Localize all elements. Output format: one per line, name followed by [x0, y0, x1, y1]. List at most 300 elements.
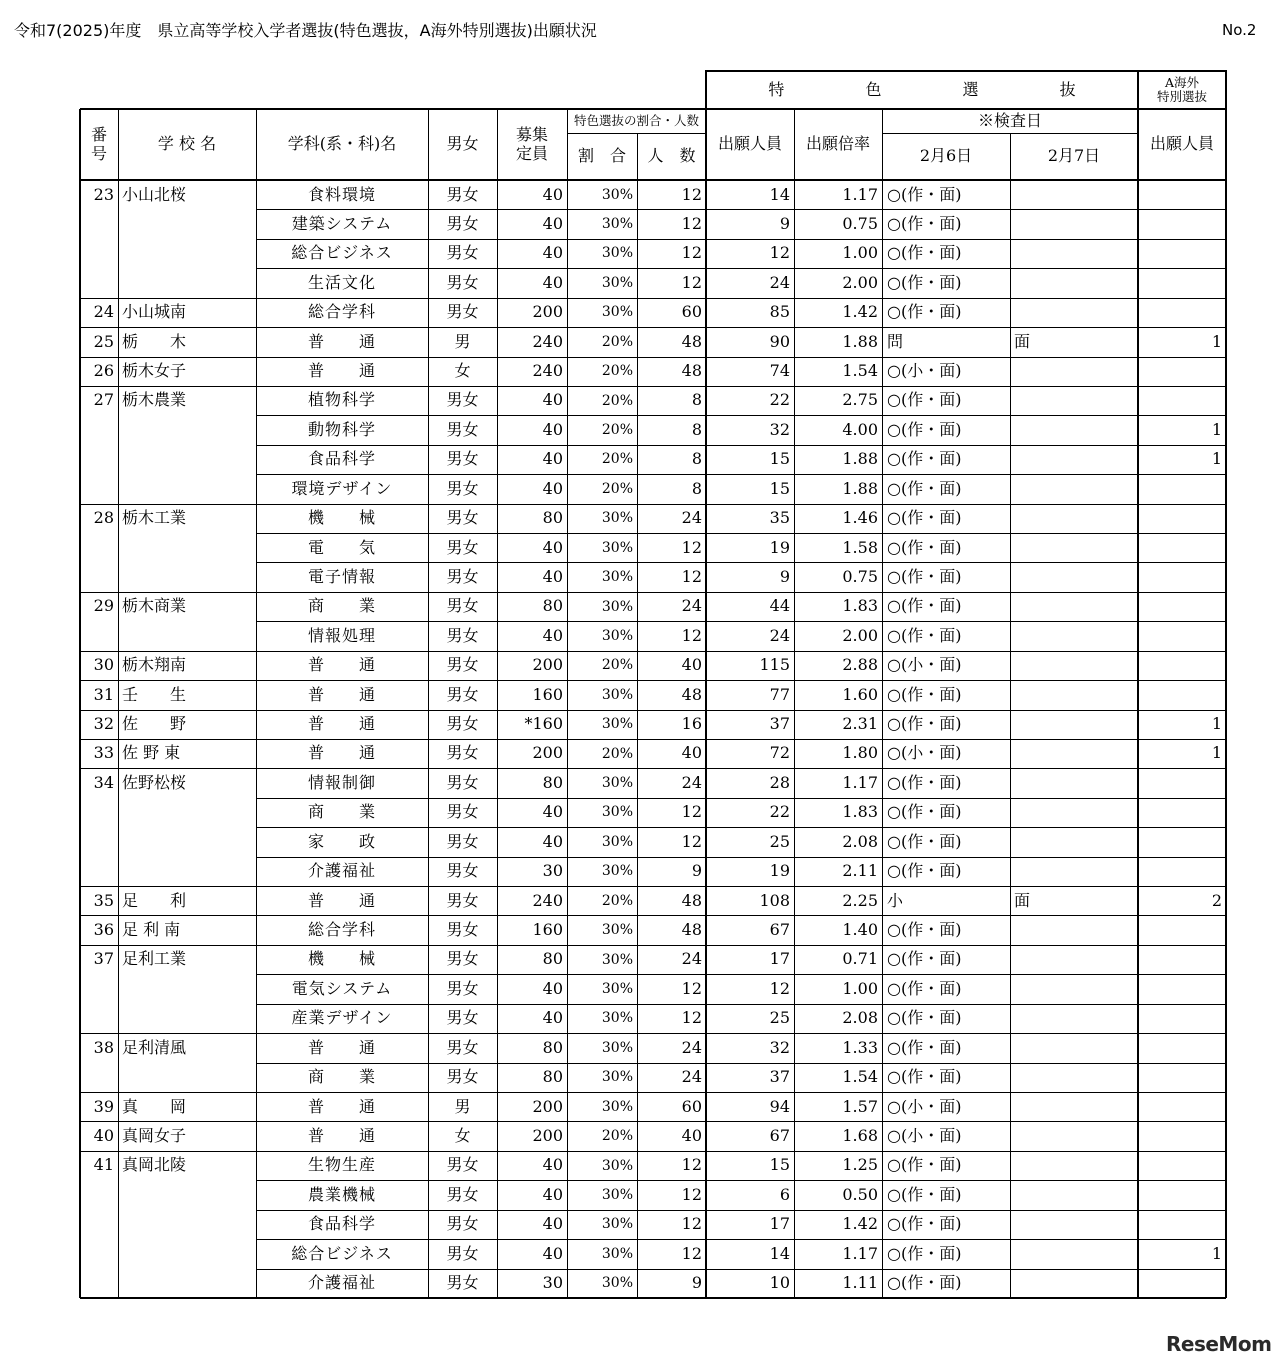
ratio-cell: 30%	[601, 510, 633, 527]
applicants-cell: 72	[769, 743, 790, 763]
capacity-cell: 40	[542, 1243, 563, 1263]
capacity-cell: 240	[532, 890, 563, 910]
school-number-cell: 23	[93, 184, 114, 204]
kaigai-applicants-cell	[1138, 268, 1226, 297]
rule-row	[256, 1210, 1226, 1211]
rule-col	[428, 109, 429, 1298]
school-name-cell: 佐 野	[122, 714, 187, 734]
applicants-cell: 15	[769, 1155, 790, 1175]
rule-school-separator	[80, 327, 1226, 328]
capacity-cell: 40	[542, 1008, 563, 1028]
kaigai-applicants-cell	[1138, 768, 1226, 797]
application-rate-cell: 1.54	[842, 361, 878, 381]
applicants-cell: 74	[769, 361, 790, 381]
rule-school-separator	[80, 915, 1226, 916]
applicants-cell: 94	[769, 1096, 790, 1116]
school-number-cell: 31	[93, 684, 114, 704]
school-number-cell: 34	[93, 772, 114, 792]
capacity-cell: 40	[542, 243, 563, 263]
school-number-cell: 36	[93, 920, 114, 939]
exam-feb6-cell: ○(小・面)	[887, 655, 962, 675]
exam-feb7-cell	[1010, 298, 1138, 327]
school-number-cell: 27	[93, 390, 114, 410]
application-rate-cell: 1.83	[842, 802, 878, 822]
gender-cell: 男女	[446, 920, 479, 939]
school-number-cell: 39	[93, 1096, 114, 1116]
kaigai-applicants-cell: 2	[1211, 890, 1222, 910]
exam-feb7-cell	[1010, 268, 1138, 297]
capacity-cell: 40	[542, 1184, 563, 1204]
school-name-cell: 小山北桜	[122, 184, 187, 204]
kaigai-applicants-cell	[1138, 180, 1226, 209]
gender-cell: 女	[454, 361, 471, 381]
school-name-cell: 栃木商業	[122, 596, 187, 616]
capacity-cell: 80	[542, 1037, 563, 1057]
ratio-cell: 30%	[601, 1010, 633, 1027]
rule-row	[256, 827, 1226, 828]
course-cell: 食品科学	[307, 449, 376, 469]
ratio-cell: 20%	[601, 892, 633, 909]
school-number-cell: 30	[93, 655, 114, 675]
ratio-cell: 20%	[601, 392, 633, 409]
ratio-cell: 20%	[601, 363, 633, 380]
applicants-cell: 17	[769, 949, 790, 969]
exam-feb7-cell	[1010, 504, 1138, 533]
school-number-cell: 32	[93, 714, 114, 734]
kaigai-applicants-cell	[1138, 386, 1226, 415]
gender-cell: 男女	[446, 243, 479, 263]
course-cell: 情報処理	[307, 625, 376, 645]
exam-feb6-cell: ○(作・面)	[887, 714, 962, 734]
rule-header-bottom	[80, 179, 1226, 181]
count-cell: 9	[691, 1273, 702, 1293]
school-name-cell: 栃木工業	[122, 508, 187, 528]
exam-feb6-cell: ○(作・面)	[887, 449, 962, 469]
applicants-cell: 22	[769, 390, 790, 410]
capacity-cell: 200	[532, 743, 563, 763]
applicants-cell: 35	[769, 508, 790, 528]
capacity-cell: 40	[542, 1155, 563, 1175]
school-name-cell: 壬 生	[122, 684, 187, 704]
school-number-cell: 26	[93, 361, 114, 381]
exam-feb7-cell	[1010, 357, 1138, 386]
kaigai-applicants-cell	[1138, 974, 1226, 1003]
applicants-cell: 22	[769, 802, 790, 822]
capacity-cell: 200	[532, 302, 563, 322]
rule-col	[794, 109, 795, 1298]
application-rate-cell: 2.25	[842, 890, 878, 910]
applicants-cell: 32	[769, 419, 790, 439]
ratio-cell: 30%	[601, 1039, 633, 1056]
ratio-cell: 30%	[601, 833, 633, 850]
count-cell: 12	[681, 184, 702, 204]
exam-feb6-cell: ○(小・面)	[887, 361, 962, 381]
kaigai-applicants-cell	[1138, 798, 1226, 827]
kaigai-applicants-cell	[1138, 621, 1226, 650]
course-cell: 普 通	[307, 1125, 376, 1145]
application-rate-cell: 1.17	[842, 772, 878, 792]
count-cell: 24	[681, 1037, 702, 1057]
applicants-cell: 24	[769, 272, 790, 292]
applicants-cell: 19	[769, 537, 790, 557]
capacity-cell: 200	[532, 655, 563, 675]
course-cell: 農業機械	[307, 1184, 376, 1204]
applicants-cell: 17	[769, 1214, 790, 1234]
ratio-cell: 20%	[601, 422, 633, 439]
exam-feb6-cell: ○(作・面)	[887, 566, 962, 586]
kaigai-applicants-cell	[1138, 1210, 1226, 1239]
kaigai-applicants-cell: 1	[1211, 743, 1222, 763]
rule-col	[118, 109, 119, 1298]
rule-col	[79, 109, 81, 1298]
applicants-cell: 15	[769, 478, 790, 498]
ratio-cell: 20%	[601, 745, 633, 762]
ratio-cell: 20%	[601, 480, 633, 497]
school-number-cell: 29	[93, 596, 114, 616]
course-cell: 環境デザイン	[291, 478, 393, 498]
ratio-cell: 30%	[601, 186, 633, 203]
course-cell: 介護福祉	[307, 1273, 376, 1293]
applicants-cell: 37	[769, 1067, 790, 1087]
application-rate-cell: 1.33	[842, 1037, 878, 1057]
kaigai-applicants-cell: 1	[1211, 331, 1222, 351]
exam-feb7-cell	[1010, 768, 1138, 797]
gender-cell: 女	[454, 1125, 471, 1145]
exam-feb7-cell	[1010, 415, 1138, 444]
application-rate-cell: 2.31	[842, 714, 878, 734]
gender-cell: 男女	[446, 1067, 479, 1087]
capacity-cell: 40	[542, 419, 563, 439]
ratio-cell: 30%	[601, 1157, 633, 1174]
header-feb6: 2月6日	[919, 146, 973, 166]
application-rate-cell: 1.60	[842, 684, 878, 704]
exam-feb6-cell: ○(作・面)	[887, 772, 962, 792]
gender-cell: 男女	[446, 184, 479, 204]
kaigai-applicants-cell	[1138, 1092, 1226, 1121]
kaigai-applicants-cell	[1138, 357, 1226, 386]
capacity-cell: 40	[542, 272, 563, 292]
count-cell: 12	[681, 213, 702, 233]
kaigai-applicants-cell	[1138, 1063, 1226, 1092]
exam-feb6-cell: ○(作・面)	[887, 390, 962, 410]
count-cell: 48	[681, 920, 702, 939]
ratio-cell: 30%	[601, 1245, 633, 1262]
exam-feb6-cell: ○(作・面)	[887, 302, 962, 322]
exam-feb7-cell: 面	[1014, 331, 1031, 351]
exam-feb7-cell	[1010, 1239, 1138, 1268]
count-cell: 24	[681, 508, 702, 528]
kaigai-applicants-cell	[1138, 1180, 1226, 1209]
application-rate-cell: 0.75	[842, 213, 878, 233]
rule-row	[256, 239, 1226, 240]
gender-cell: 男女	[446, 596, 479, 616]
course-cell: 普 通	[307, 1096, 376, 1116]
exam-feb7-cell	[1010, 680, 1138, 709]
rule-top-group	[706, 70, 1226, 72]
course-cell: 機 械	[307, 949, 376, 969]
exam-feb7-cell	[1010, 180, 1138, 209]
rule-school-separator	[80, 1121, 1226, 1122]
rule-school-separator	[80, 386, 1226, 387]
application-rate-cell: 1.57	[842, 1096, 878, 1116]
ratio-cell: 30%	[601, 1275, 633, 1292]
course-cell: 商 業	[307, 596, 376, 616]
ratio-cell: 30%	[601, 1186, 633, 1203]
applicants-cell: 25	[769, 1008, 790, 1028]
gender-cell: 男女	[446, 1008, 479, 1028]
rule-col	[705, 70, 707, 1298]
course-cell: 総合ビジネス	[291, 243, 393, 263]
rule-school-separator	[80, 504, 1226, 505]
applicants-cell: 67	[769, 1125, 790, 1145]
application-rate-cell: 1.88	[842, 449, 878, 469]
application-rate-cell: 1.40	[842, 920, 878, 939]
course-cell: 普 通	[307, 1037, 376, 1057]
kaigai-applicants-cell	[1138, 239, 1226, 268]
application-rate-cell: 2.75	[842, 390, 878, 410]
capacity-cell: 80	[542, 596, 563, 616]
application-rate-cell: 2.08	[842, 831, 878, 851]
course-cell: 建築システム	[291, 213, 393, 233]
exam-feb6-cell: ○(作・面)	[887, 1067, 962, 1087]
count-cell: 40	[681, 1125, 702, 1145]
school-number-cell: 38	[93, 1037, 114, 1057]
application-rate-cell: 0.50	[842, 1184, 878, 1204]
course-cell: 商 業	[307, 1067, 376, 1087]
count-cell: 12	[681, 1155, 702, 1175]
kaigai-applicants-cell	[1138, 1033, 1226, 1062]
kaigai-applicants-cell	[1138, 857, 1226, 886]
capacity-cell: 40	[542, 625, 563, 645]
exam-feb6-cell: ○(作・面)	[887, 243, 962, 263]
exam-feb7-cell	[1010, 533, 1138, 562]
count-cell: 9	[691, 861, 702, 881]
rule-col	[497, 109, 498, 1298]
school-name-cell: 栃木翔南	[122, 655, 187, 675]
count-cell: 12	[681, 566, 702, 586]
exam-feb6-cell: ○(作・面)	[887, 861, 962, 881]
capacity-cell: 40	[542, 802, 563, 822]
applicants-cell: 115	[759, 655, 790, 675]
gender-cell: 男	[454, 1096, 471, 1116]
course-cell: 生物生産	[307, 1155, 376, 1175]
rule-col	[567, 109, 568, 1298]
course-cell: 産業デザイン	[291, 1008, 393, 1028]
count-cell: 12	[681, 831, 702, 851]
ratio-cell: 30%	[601, 1216, 633, 1233]
capacity-cell: 80	[542, 1067, 563, 1087]
application-rate-cell: 1.11	[842, 1273, 878, 1293]
course-cell: 家 政	[307, 831, 376, 851]
application-rate-cell: 1.17	[842, 184, 878, 204]
capacity-cell: 40	[542, 184, 563, 204]
gender-cell: 男女	[446, 655, 479, 675]
rule-row	[256, 209, 1226, 210]
header-gender: 男女	[446, 134, 479, 154]
exam-feb6-cell: ○(作・面)	[887, 684, 962, 704]
applicants-cell: 44	[769, 596, 790, 616]
header-course-name: 学科(系・科)名	[287, 134, 397, 154]
course-cell: 普 通	[307, 714, 376, 734]
school-number-cell: 25	[93, 331, 114, 351]
header-application-rate: 出願倍率	[805, 134, 870, 154]
count-cell: 16	[681, 714, 702, 734]
school-number-cell: 24	[93, 302, 114, 322]
ratio-cell: 30%	[601, 980, 633, 997]
gender-cell: 男女	[446, 419, 479, 439]
gender-cell: 男女	[446, 390, 479, 410]
exam-feb7-cell	[1010, 798, 1138, 827]
gender-cell: 男女	[446, 449, 479, 469]
ratio-cell: 30%	[601, 804, 633, 821]
course-cell: 普 通	[307, 890, 376, 910]
rule-row	[256, 974, 1226, 975]
kaigai-applicants-cell	[1138, 298, 1226, 327]
rule-row	[256, 445, 1226, 446]
course-cell: 植物科学	[307, 390, 376, 410]
application-rate-cell: 2.08	[842, 1008, 878, 1028]
rule-school-separator	[80, 1092, 1226, 1093]
exam-feb6-cell: ○(作・面)	[887, 1273, 962, 1293]
kaigai-applicants-cell	[1138, 209, 1226, 238]
ratio-cell: 30%	[601, 775, 633, 792]
kaigai-applicants-cell	[1138, 533, 1226, 562]
capacity-cell: 40	[542, 566, 563, 586]
applicants-cell: 15	[769, 449, 790, 469]
application-rate-cell: 1.88	[842, 478, 878, 498]
gender-cell: 男女	[446, 861, 479, 881]
ratio-cell: 20%	[601, 451, 633, 468]
header-number: 番 号	[90, 125, 107, 163]
applicants-cell: 12	[769, 243, 790, 263]
gender-cell: 男女	[446, 1155, 479, 1175]
header-feb7: 2月7日	[1047, 146, 1101, 166]
gender-cell: 男女	[446, 978, 479, 998]
count-cell: 40	[681, 743, 702, 763]
rule-school-separator	[80, 945, 1226, 946]
course-cell: 食品科学	[307, 1214, 376, 1234]
count-cell: 12	[681, 1214, 702, 1234]
rule-row	[256, 857, 1226, 858]
rule-col	[1225, 70, 1227, 1298]
gender-cell: 男女	[446, 566, 479, 586]
exam-feb6-cell: ○(作・面)	[887, 949, 962, 969]
kaigai-applicants-cell	[1138, 1151, 1226, 1180]
course-cell: 生活文化	[307, 272, 376, 292]
header-ratio: 割 合	[577, 146, 626, 166]
rule-row	[256, 474, 1226, 475]
header-applicants: 出願人員	[717, 134, 782, 154]
gender-cell: 男女	[446, 714, 479, 734]
rule-school-separator	[80, 768, 1226, 769]
exam-feb7-cell	[1010, 445, 1138, 474]
exam-feb6-cell: 小	[887, 890, 904, 910]
application-rate-cell: 1.88	[842, 331, 878, 351]
kaigai-applicants-cell	[1138, 592, 1226, 621]
application-rate-cell: 2.88	[842, 655, 878, 675]
kaigai-applicants-cell	[1138, 1121, 1226, 1150]
count-cell: 12	[681, 272, 702, 292]
capacity-cell: 40	[542, 1214, 563, 1234]
capacity-cell: 160	[532, 684, 563, 704]
capacity-cell: 240	[532, 331, 563, 351]
exam-feb7-cell	[1010, 1180, 1138, 1209]
exam-feb7-cell	[1010, 1004, 1138, 1033]
rule-row	[256, 533, 1226, 534]
count-cell: 12	[681, 802, 702, 822]
gender-cell: 男女	[446, 1243, 479, 1263]
header-kaigai-group: A海外 特別選抜	[1156, 74, 1207, 104]
exam-feb7-cell	[1010, 474, 1138, 503]
ratio-cell: 30%	[601, 922, 633, 939]
exam-feb6-cell: ○(小・面)	[887, 743, 962, 763]
rule-row	[256, 1239, 1226, 1240]
exam-feb7-cell	[1010, 1033, 1138, 1062]
gender-cell: 男女	[446, 772, 479, 792]
rule-school-separator	[80, 710, 1226, 711]
course-cell: 総合学科	[307, 920, 376, 939]
exam-feb7-cell	[1010, 1063, 1138, 1092]
count-cell: 8	[691, 419, 702, 439]
ratio-cell: 30%	[601, 539, 633, 556]
gender-cell: 男女	[446, 213, 479, 233]
exam-feb6-cell: ○(作・面)	[887, 831, 962, 851]
school-name-cell: 小山城南	[122, 302, 187, 322]
exam-feb7-cell	[1010, 592, 1138, 621]
rule-col	[1010, 133, 1011, 1298]
rule-school-separator	[80, 680, 1226, 681]
course-cell: 普 通	[307, 361, 376, 381]
school-number-cell: 37	[93, 949, 114, 969]
exam-feb6-cell: ○(作・面)	[887, 419, 962, 439]
capacity-cell: 80	[542, 508, 563, 528]
resemom-watermark-logo: ReseMom	[1166, 1332, 1272, 1356]
gender-cell: 男女	[446, 743, 479, 763]
capacity-cell: 40	[542, 978, 563, 998]
ratio-cell: 30%	[601, 627, 633, 644]
exam-feb6-cell: ○(作・面)	[887, 213, 962, 233]
count-cell: 12	[681, 978, 702, 998]
capacity-cell: 200	[532, 1125, 563, 1145]
exam-feb6-cell: ○(作・面)	[887, 1037, 962, 1057]
exam-feb7-cell	[1010, 239, 1138, 268]
course-cell: 普 通	[307, 743, 376, 763]
school-name-cell: 真 岡	[122, 1096, 187, 1116]
gender-cell: 男	[454, 331, 471, 351]
course-cell: 情報制御	[307, 772, 376, 792]
applicants-cell: 9	[779, 213, 790, 233]
count-cell: 24	[681, 949, 702, 969]
application-rate-cell: 1.17	[842, 1243, 878, 1263]
header-count: 人 数	[647, 146, 696, 166]
kaigai-applicants-cell	[1138, 562, 1226, 591]
rule-row	[256, 1269, 1226, 1270]
applicants-cell: 24	[769, 625, 790, 645]
school-name-cell: 真岡北陵	[122, 1155, 187, 1175]
exam-feb6-cell: ○(作・面)	[887, 596, 962, 616]
exam-feb6-cell: ○(作・面)	[887, 625, 962, 645]
school-number-cell: 40	[93, 1125, 114, 1145]
rule-school-separator	[80, 357, 1226, 358]
count-cell: 60	[681, 302, 702, 322]
course-cell: 電気システム	[291, 978, 393, 998]
ratio-cell: 30%	[601, 245, 633, 262]
exam-feb7-cell	[1010, 386, 1138, 415]
applicants-cell: 108	[759, 890, 790, 910]
applicants-cell: 85	[769, 302, 790, 322]
application-rate-cell: 1.00	[842, 978, 878, 998]
header-capacity: 募集 定員	[515, 125, 548, 163]
